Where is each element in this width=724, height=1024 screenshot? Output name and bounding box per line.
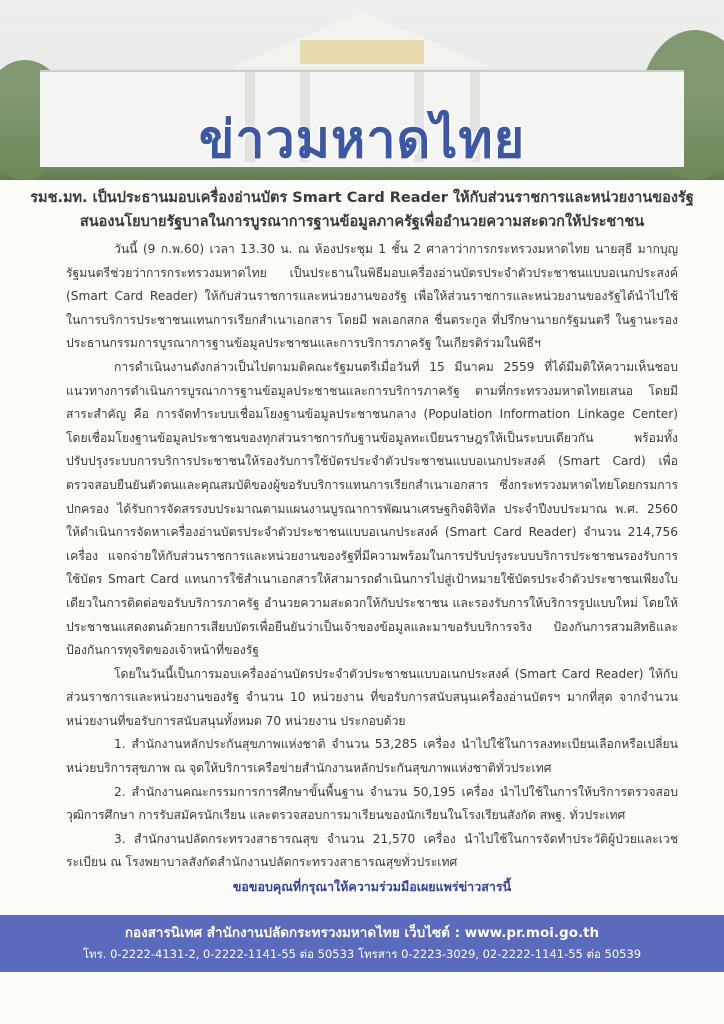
masthead-title: ข่าวมหาดไทย <box>198 110 526 170</box>
headline <box>0 180 724 234</box>
list-item: 2. สำนักงานคณะกรรมการการศึกษาขั้นพื้นฐาน จำนวน 50,195 เครื่อง นำไปใช้ในการให้บริการตรวจสอบวุฒิการศึกษา การรับสมัครนักเรียน และตรวจสอบการมาเรียนของนักเรียนในโรงเรียนสังกัด สพฐ. ทั่วประเทศ <box>66 784 678 823</box>
list-item: 1. สำนักงานหลักประกันสุขภาพแห่งชาติ จำนวน 53,285 เครื่อง นำไปใช้ในการลงทะเบียนเลือกหรือเปลี่ยนหน่วยบริการสุขภาพ ณ จุดให้บริการเครือข่ายสำนักงานหลักประกันสุขภาพแห่งชาติทั่วประเทศ <box>66 737 678 776</box>
paragraph: การดำเนินงานดังกล่าวเป็นไปตามมติคณะรัฐมนตรีเมื่อวันที่ 15 มีนาคม 2559 ที่ได้มีมติให้ความเห็นชอบแนวทางการดำเนินการบูรณาการฐานข้อมูลประชาชนและการบริการภาครัฐ ตามที่กระทรวงมหาดไทยเสนอ โดยมีสาระสำคัญ คือ การจัดทำระบบเชื่อมโยงฐานข้อมูลประชาชนกลาง (Population Information Linkage Center) โดยเชื่อมโยงฐานข้อมูลประชาชนของทุกส่วนราชการกับฐานข้อมูลทะเบียนราษฎรให้เป็นระบบเดียวกัน พร้อมทั้งปรับปรุงระบบการบริการประชาชนให้รองรับการใช้บัตรประจำตัวประชาชนแบบอเนกประสงค์ (Smart Card) เพื่อตรวจสอบยืนยันตัวตนและคุณสมบัติของผู้ขอรับบริการแทนการเรียกสำเนาเอกสาร ซึ่งกระทรวงมหาดไทยโดยกรมการปกครอง ได้รับการจัดสรรงบประมาณตามแผนงานบูรณาการพัฒนาเศรษฐกิจดิจิทัล ประจำปีงบประมาณ พ.ศ. 2560 ให้ดำเนินการจัดหาเครื่องอ่านบัตรประจำตัวประชาชนแบบอเนกประสงค์ (Smart Card Reader) จำนวน 214,756 เครื่อง แจกจ่ายให้กับส่วนราชการและหน่วยงานของรัฐที่มีความพร้อมในการปรับปรุงระบบบริการประชาชนรองรับการใช้บัตร Smart Card แทนการใช้สำเนาเอกสารให้สามารถดำเนินการไปสู่เป้าหมายใช้บัตรประจำตัวประชาชนเพียงใบเดียวในการติดต่อขอรับบริการภาครัฐ อำนวยความสะดวกให้กับประชาชน และรองรับการให้บริการรูปแบบใหม่ โดยให้ประชาชนแสดงตนด้วยการเสียบบัตรเพื่อยืนยันว่าเป็นเจ้าของข้อมูลและมาขอรับบริการจริง ป้องกันการสวมสิทธิและป้องกันการทุจริตของเจ้าหน้าที่ของรัฐ <box>66 359 678 658</box>
thanks-note: ขอขอบคุณที่กรุณาให้ความร่วมมือเผยแพร่ข่าวสารนี้ <box>232 879 512 895</box>
headline-line-1: รมช.มท. เป็นประธานมอบเครื่องอ่านบัตร Smart Card Reader ให้กับส่วนราชการและหน่วยงานของรัฐ <box>30 190 694 206</box>
headline-line-2: สนองนโยบายรัฐบาลในการบูรณาการฐานข้อมูลภาครัฐเพื่ออำนวยความสะดวกให้ประชาชน <box>79 214 645 230</box>
paragraph: วันนี้ (9 ก.พ.60) เวลา 13.30 น. ณ ห้องประชุม 1 ชั้น 2 ศาลาว่าการกระทรวงมหาดไทย นายสุธี มากบุญ รัฐมนตรีช่วยว่าการกระทรวงมหาดไทย เป็นประธานในพิธีมอบเครื่องอ่านบัตรประจำตัวประชาชนแบบอเนกประสงค์ (Smart Card Reader) ให้กับส่วนราชการและหน่วยงานของรัฐ เพื่อให้ส่วนราชการและหน่วยงานของรัฐได้นำไปใช้ในการบริการประชาชนแทนการเรียกสำเนาเอกสาร โดยมี พลเอกสกล ชื่นตระกูล ที่ปรึกษานายกรัฐมนตรี ในฐานะรองประธานกรรมการบูรณาการฐานข้อมูลประชาชนและการบริการภาครัฐ ในเกียรติร่วมในพิธีฯ <box>66 242 678 351</box>
header-banner <box>0 0 724 180</box>
footer-phone: โทร. 0-2222-4131-2, 0-2222-1141-55 ต่อ 50533 โทรสาร 0-2223-3029, 02-2222-1141-55 ต่อ 50539 <box>82 946 642 961</box>
footer-contact-band <box>0 915 724 972</box>
footer-website: กองสารนิเทศ สำนักงานปลัดกระทรวงมหาดไทย เว็บไซต์ : www.pr.moi.go.th <box>124 924 600 941</box>
building-emblem <box>300 40 424 64</box>
list-item: 3. สำนักงานปลัดกระทรวงสาธารณสุข จำนวน 21,570 เครื่อง นำไปใช้ในการจัดทำประวัติผู้ป่วยและเวชระเบียน ณ โรงพยาบาลสังกัดสำนักงานปลัดกระทรวงสาธารณสุขทั่วประเทศ <box>66 831 678 870</box>
paragraph: โดยในวันนี้เป็นการมอบเครื่องอ่านบัตรประจำตัวประชาชนแบบอเนกประสงค์ (Smart Card Reader) ให้กับส่วนราชการและหน่วยงานของรัฐ จำนวน 10 หน่วยงาน ที่ขอรับการสนับสนุนเครื่องอ่านบัตรฯ มากที่สุด จากจำนวนหน่วยงานที่ขอรับการสนับสนุนทั้งหมด 70 หน่วยงาน ประกอบด้วย <box>66 666 678 728</box>
article-body <box>0 234 724 899</box>
